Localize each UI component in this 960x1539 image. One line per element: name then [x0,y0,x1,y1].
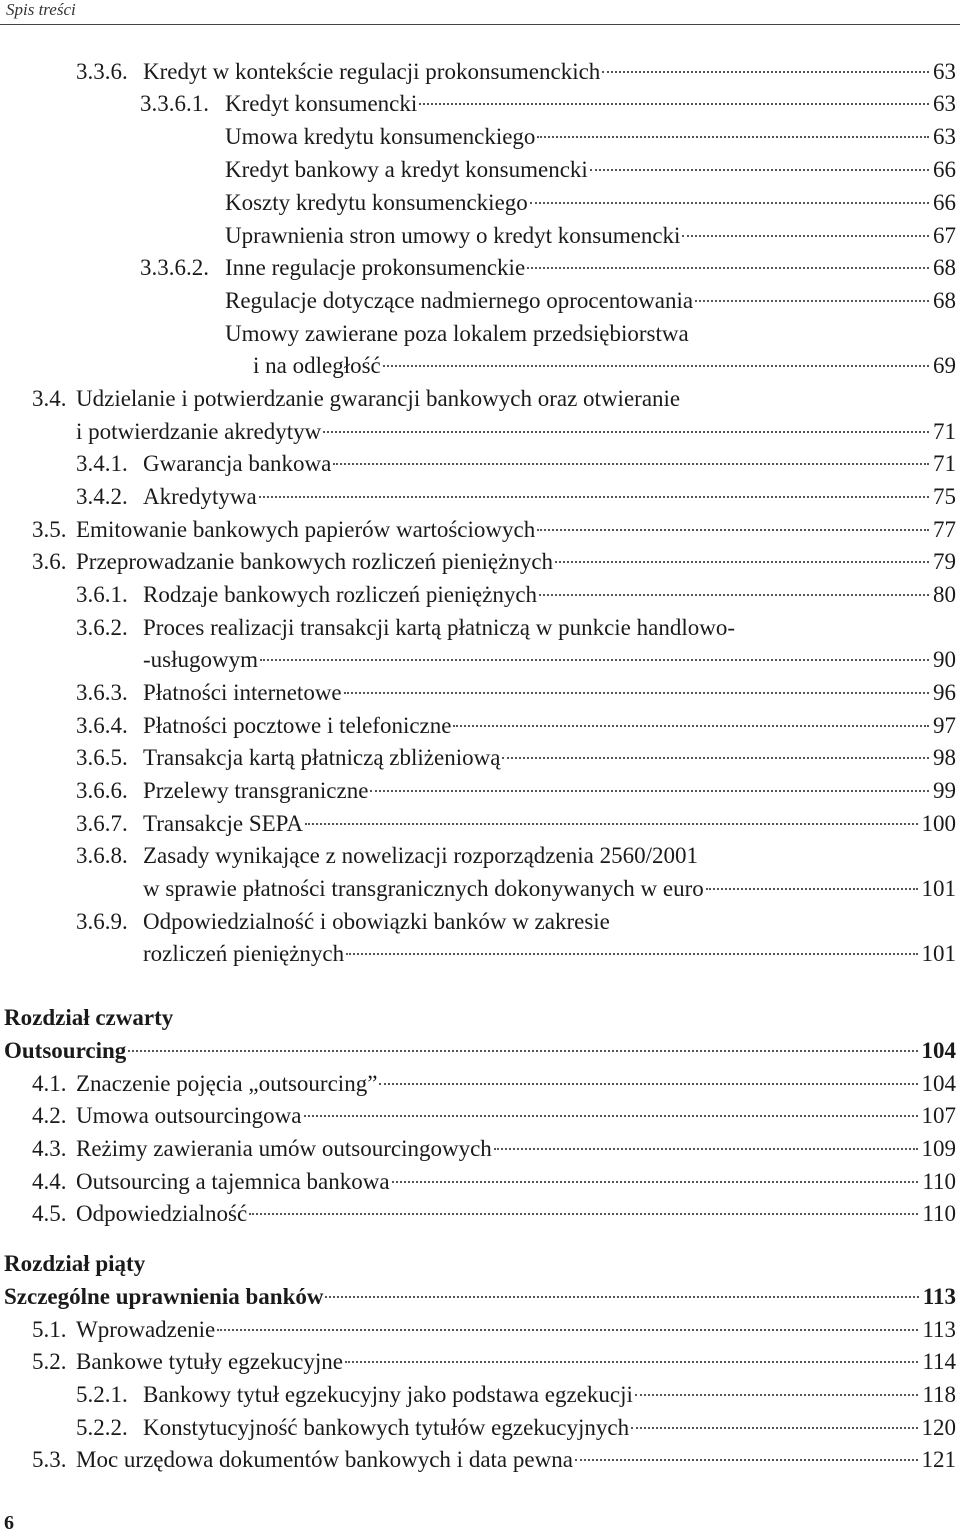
toc-title: Przelewy transgraniczne [143,778,369,803]
dot-leader [333,463,929,465]
toc-row [0,938,960,970]
toc-title: Bankowy tytuł egzekucyjny jako podstawa egzekucji [143,1382,633,1407]
toc-section-number: 3.3.6. [76,59,128,84]
toc-title: Płatności pocztowe i telefoniczne [143,713,452,738]
toc-row [0,448,960,480]
toc-row [0,1248,960,1280]
dot-leader [346,953,917,955]
dot-leader [345,1361,918,1363]
toc-section-number: 3.6.7. [76,811,128,836]
dot-leader [305,823,918,825]
toc-page-number: 118 [922,1382,956,1407]
toc-title: Emitowanie bankowych papierów wartościowych [76,517,536,542]
toc-page-number: 71 [933,451,956,476]
toc-page-number: 69 [933,353,956,378]
toc-section-number: 5.2.1. [76,1382,128,1407]
toc-row [0,1314,960,1346]
dot-leader [575,1459,918,1461]
toc-title: Przeprowadzanie bankowych rozliczeń pieniężnych [76,549,554,574]
toc-row [0,742,960,774]
toc-page-number: 100 [921,811,956,836]
dot-leader [379,1083,917,1085]
toc-title: Rozdział piąty [4,1251,146,1276]
toc-title: Proces realizacji transakcji kartą płatniczą w punkcie handlowo- [143,615,735,640]
toc-row [0,906,960,938]
toc-title: Wprowadzenie [76,1317,216,1342]
dot-leader [502,757,929,759]
toc-row [0,1346,960,1378]
dot-leader [539,594,929,596]
toc-page-number: 110 [922,1201,956,1226]
toc-section-number: 3.6.9. [76,909,128,934]
dot-leader [530,202,929,204]
toc-title: Rodzaje bankowych rozliczeń pieniężnych [143,582,538,607]
toc-title: Umowa kredytu konsumenckiego [225,124,536,149]
toc-row [0,187,960,219]
toc-section-number: 5.2.2. [76,1415,128,1440]
toc-title: Akredytywa [143,484,257,509]
toc-page-number: 96 [933,680,956,705]
toc-title: Odpowiedzialność [76,1201,248,1226]
toc-title: Outsourcing [4,1038,127,1063]
dot-leader [555,561,929,563]
dot-leader [631,1427,917,1429]
toc-row [0,1198,960,1230]
toc-page-number: 80 [933,582,956,607]
toc-title: Kredyt w kontekście regulacji prokonsumenckich [143,59,601,84]
toc-title: Konstytucyjność bankowych tytułów egzekucyjnych [143,1415,630,1440]
toc-title: i na odległość [253,353,381,378]
toc-section-number: 3.6.8. [76,843,128,868]
dot-leader [383,365,929,367]
toc-section-number: 5.2. [32,1349,67,1374]
toc-row [0,121,960,153]
dot-leader [537,136,929,138]
toc-page-number: 75 [933,484,956,509]
toc-title: Transakcje SEPA [143,811,303,836]
dot-leader [602,71,929,73]
toc-page-number: 109 [921,1136,956,1161]
dot-leader [128,1050,917,1052]
toc-page-number: 107 [921,1103,956,1128]
toc-title: Outsourcing a tajemnica bankowa [76,1169,390,1194]
toc-row [0,1100,960,1132]
toc-row [0,1166,960,1198]
dot-leader [635,1394,918,1396]
toc-page-number: 97 [933,713,956,738]
toc-row [0,873,960,905]
toc-section-number: 5.1. [32,1317,67,1342]
dot-leader [706,888,918,890]
toc-page-number: 90 [933,647,956,672]
toc-page-number: 63 [933,59,956,84]
toc-page-number: 68 [933,255,956,280]
toc-section-number: 4.1. [32,1071,67,1096]
toc-page-number: 79 [933,549,956,574]
toc-section-number: 4.4. [32,1169,67,1194]
toc-section-number: 3.6. [32,549,67,574]
toc-section-number: 3.3.6.2. [140,255,209,280]
running-head: Spis treści [6,0,76,19]
toc-row [0,677,960,709]
toc-section-number: 3.4.1. [76,451,128,476]
toc-section-number: 5.3. [32,1447,67,1472]
dot-leader [249,1213,918,1215]
toc-row [0,808,960,840]
toc-page-number: 113 [922,1284,956,1309]
toc-title: Bankowe tytuły egzekucyjne [76,1349,343,1374]
toc-section-number: 3.4.2. [76,484,128,509]
toc-page-number: 104 [921,1071,956,1096]
toc-title: -usługowym [143,647,258,672]
toc-row [0,154,960,186]
toc-row [0,1133,960,1165]
toc-section-number: 3.6.5. [76,745,128,770]
dot-leader [259,496,929,498]
toc-title: Udzielanie i potwierdzanie gwarancji bankowych oraz otwieranie [76,386,681,411]
toc-page-number: 98 [933,745,956,770]
toc-title: Umowa outsourcingowa [76,1103,302,1128]
toc-section-number: 3.4. [32,386,67,411]
toc-row [0,1035,960,1067]
toc-section-number: 4.3. [32,1136,67,1161]
toc-row [0,350,960,382]
toc-row [0,1002,960,1034]
toc-row [0,1379,960,1411]
toc-row [0,710,960,742]
toc-row [0,88,960,120]
toc-title: rozliczeń pieniężnych [143,941,345,966]
dot-leader [537,529,929,531]
toc-page-number: 101 [921,876,956,901]
toc-title: Inne regulacje prokonsumenckie [225,255,526,280]
dot-leader [682,235,929,237]
toc-section-number: 3.3.6.1. [140,91,209,116]
toc-page-number: 114 [922,1349,956,1374]
toc-row [0,1281,960,1313]
toc-title: w sprawie płatności transgranicznych dokonywanych w euro [143,876,704,901]
dot-leader [325,1296,918,1298]
toc-section-number: 3.6.4. [76,713,128,738]
toc-title: Zasady wynikające z nowelizacji rozporządzenia 2560/2001 [143,843,698,868]
toc-page-number: 67 [933,223,956,248]
dot-leader [304,1115,918,1117]
toc-page-number: 66 [933,157,956,182]
toc-title: Odpowiedzialność i obowiązki banków w zakresie [143,909,610,934]
toc-title: Kredyt bankowy a kredyt konsumencki [225,157,588,182]
dot-leader [527,267,929,269]
toc-row [0,775,960,807]
toc-row [0,514,960,546]
toc-page-number: 120 [921,1415,956,1440]
toc-row [0,579,960,611]
page-number: 6 [4,1512,14,1534]
toc-title: Uprawnienia stron umowy o kredyt konsumencki [225,223,681,248]
toc-section-number: 3.6.1. [76,582,128,607]
header-rule [0,24,960,25]
toc-row [0,56,960,88]
toc-page-number: 63 [933,91,956,116]
toc-row [0,644,960,676]
toc-section-number: 3.6.3. [76,680,128,705]
toc-row [0,416,960,448]
toc-page-number: 77 [933,517,956,542]
dot-leader [494,1148,918,1150]
toc-row [0,546,960,578]
toc-section-number: 3.6.2. [76,615,128,640]
toc-title: Umowy zawierane poza lokalem przedsiębiorstwa [225,321,689,346]
toc-title: Kredyt konsumencki [225,91,418,116]
toc-title: Znaczenie pojęcia „outsourcing” [76,1071,378,1096]
toc-row [0,252,960,284]
toc-title: Reżimy zawierania umów outsourcingowych [76,1136,492,1161]
toc-row [0,318,960,350]
dot-leader [260,659,929,661]
toc-title: Koszty kredytu konsumenckiego [225,190,528,215]
toc-section-number: 3.5. [32,517,67,542]
toc-page-number: 99 [933,778,956,803]
toc-page-number: 66 [933,190,956,215]
dot-leader [392,1181,919,1183]
dot-leader [695,300,929,302]
toc-row [0,1412,960,1444]
toc-section-number: 4.2. [32,1103,67,1128]
toc-page-number: 63 [933,124,956,149]
toc-row [0,220,960,252]
toc-page-number: 71 [933,419,956,444]
dot-leader [419,103,929,105]
toc-page-number: 121 [921,1447,956,1472]
toc-section-number: 3.6.6. [76,778,128,803]
toc-page-number: 101 [921,941,956,966]
toc-title: i potwierdzanie akredytyw [76,419,322,444]
toc-title: Transakcja kartą płatniczą zbliżeniową [143,745,501,770]
dot-leader [217,1329,918,1331]
toc-row [0,285,960,317]
dot-leader [344,692,929,694]
toc-page-number: 104 [921,1038,956,1063]
toc-row [0,1068,960,1100]
dot-leader [370,790,929,792]
toc-title: Moc urzędowa dokumentów bankowych i data pewna [76,1447,573,1472]
toc-page-number: 113 [922,1317,956,1342]
toc-title: Szczególne uprawnienia banków [4,1284,324,1309]
toc-row [0,383,960,415]
dot-leader [453,725,929,727]
toc-page-number: 110 [922,1169,956,1194]
toc-title: Gwarancja bankowa [143,451,332,476]
toc-row [0,612,960,644]
toc-row [0,840,960,872]
dot-leader [323,431,929,433]
toc-title: Rozdział czwarty [4,1005,174,1030]
dot-leader [590,169,929,171]
toc-row [0,481,960,513]
toc-section-number: 4.5. [32,1201,67,1226]
toc-page-number: 68 [933,288,956,313]
toc-title: Regulacje dotyczące nadmiernego oprocentowania [225,288,694,313]
toc-title: Płatności internetowe [143,680,342,705]
toc-row [0,1444,960,1476]
